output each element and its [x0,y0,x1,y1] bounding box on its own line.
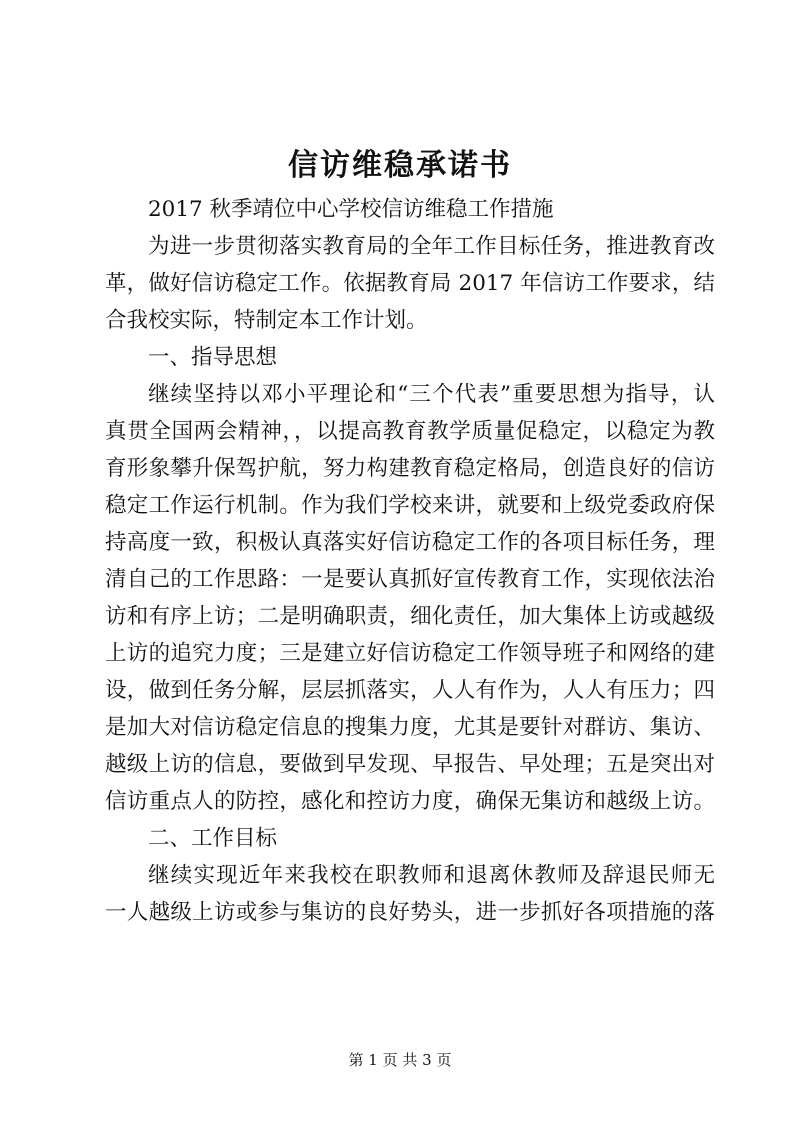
paragraph-line: 是加大对信访稳定信息的搜集力度，尤其是要针对群访、集访、 [105,715,715,740]
paragraph-line: 越级上访的信息，要做到早发现、早报告、早处理；五是突出对 [105,752,715,777]
paragraph-line: 稳定工作运行机制。作为我们学校来讲，就要和上级党委政府保 [105,493,715,518]
paragraph-line: 一人越级上访或参与集访的良好势头，进一步抓好各项措施的落 [105,900,715,925]
paragraph-line: 为进一步贯彻落实教育局的全年工作目标任务，推进教育改 [148,234,715,259]
paragraph-line: 信访重点人的防控，感化和控访力度，确保无集访和越级上访。 [105,789,715,814]
document-title: 信访维稳承诺书 [288,148,512,183]
section-heading: 二、工作目标 [148,826,278,851]
paragraph-line: 革，做好信访稳定工作。依据教育局 2017 年信访工作要求，结 [105,271,715,296]
paragraph-line: 真贯全国两会精神，，以提高教育教学质量促稳定，以稳定为教 [105,419,715,444]
paragraph-line: 访和有序上访；二是明确职责，细化责任，加大集体上访或越级 [105,604,715,629]
paragraph-line: 上访的追究力度；三是建立好信访稳定工作领导班子和网络的建 [105,641,715,666]
paragraph-line: 合我校实际，特制定本工作计划。 [105,308,428,333]
page-footer: 第 1 页 共 3 页 [348,1051,452,1069]
document-body [105,191,715,931]
section-heading: 一、指导思想 [148,345,278,370]
paragraph-line: 继续实现近年来我校在职教师和退离休教师及辞退民师无 [148,863,715,888]
paragraph-line: 育形象攀升保驾护航，努力构建教育稳定格局，创造良好的信访 [105,456,715,481]
subtitle-line: 2017 秋季靖位中心学校信访维稳工作措施 [148,197,554,222]
paragraph-line: 设，做到任务分解，层层抓落实，人人有作为，人人有压力；四 [105,678,715,703]
paragraph-line: 继续坚持以邓小平理论和“三个代表”重要思想为指导，认 [148,382,715,407]
paragraph-line: 持高度一致，积极认真落实好信访稳定工作的各项目标任务，理 [105,530,715,555]
paragraph-line: 清自己的工作思路：一是要认真抓好宣传教育工作，实现依法治 [105,567,715,592]
